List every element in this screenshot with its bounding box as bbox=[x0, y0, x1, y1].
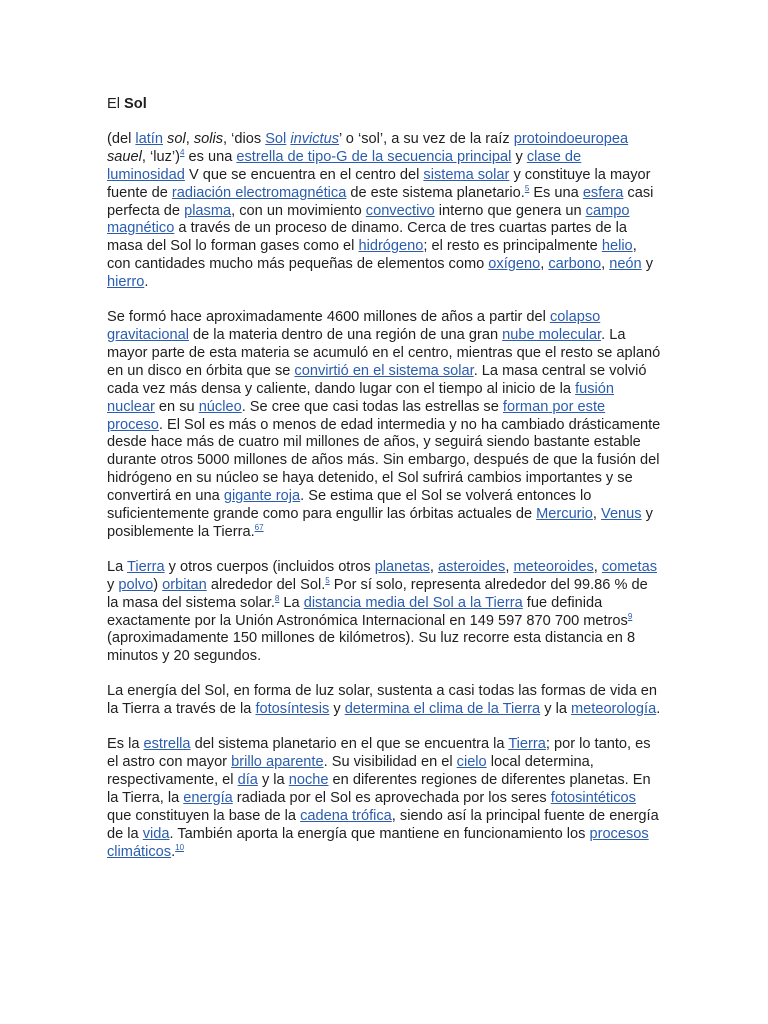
text-run: . El Sol es más o menos de edad intermedia y no ha cambiado drásticamente desde hace más de cuatro mil millones de años, y seguirá siendo bastante estable durante otros 5000 millones de años más. Sin embargo, después de que la fusión del hidrógeno en su núcleo se haya detenido, el Sol sufrirá cambios importantes y se convertirá en una bbox=[107, 416, 661, 505]
link-noche[interactable]: noche bbox=[288, 771, 329, 788]
text-run: . La mayor parte de esta materia se acumuló en el centro, mientras que el resto se aplanó en un disco en órbita que se bbox=[107, 326, 661, 379]
text-run: La bbox=[107, 558, 128, 575]
text-run: , bbox=[185, 130, 194, 147]
link-asteroides[interactable]: asteroides bbox=[437, 558, 506, 575]
reference-link-5[interactable]: 5 bbox=[325, 575, 330, 585]
text-run: y bbox=[511, 148, 527, 165]
text-run: . Su visibilidad en el bbox=[323, 754, 457, 770]
reference-sup bbox=[255, 523, 264, 532]
paragraph-intro bbox=[107, 131, 663, 292]
link-radiacion-electromagnetica[interactable]: radiación electromagnética bbox=[171, 184, 347, 201]
paragraph-star bbox=[107, 736, 663, 861]
link-hierro[interactable]: hierro bbox=[107, 274, 145, 291]
text-run: (aproximadamente 150 millones de kilómetros). Su luz recorre esta distancia en 8 minutos y 20 segundos. bbox=[107, 630, 636, 665]
text-run: . También aporta la energía que mantiene en funcionamiento los bbox=[169, 825, 590, 842]
text-run: , bbox=[540, 256, 549, 273]
text-run: V que se encuentra en el centro del bbox=[184, 166, 424, 183]
link-determina-el-clima-de-la-tierra[interactable]: determina el clima de la Tierra bbox=[344, 701, 541, 718]
link-cadena-trofica[interactable]: cadena trófica bbox=[300, 807, 392, 824]
italic-term: solis bbox=[193, 130, 224, 147]
text-run: de este sistema planetario. bbox=[346, 184, 525, 201]
link-carbono[interactable]: carbono bbox=[548, 256, 602, 273]
text-run: . bbox=[144, 274, 149, 291]
link-latin[interactable]: latín bbox=[135, 130, 163, 147]
text-run: ’ o ‘sol’, a su vez de la raíz bbox=[339, 130, 514, 147]
text-run: y bbox=[107, 576, 119, 593]
link-hidrogeno[interactable]: hidrógeno bbox=[358, 238, 424, 255]
text-run: a través de un proceso de dinamo. Cerca de tres cuartas partes de la masa del Sol lo forman gases como el bbox=[107, 220, 627, 255]
link-gigante-roja[interactable]: gigante roja bbox=[223, 488, 301, 505]
text-run: que constituyen la base de la bbox=[107, 807, 301, 824]
text-run: , bbox=[592, 506, 602, 523]
link-fotosintesis[interactable]: fotosíntesis bbox=[255, 701, 330, 718]
text-run: interno que genera un bbox=[434, 202, 586, 219]
text-run: . bbox=[171, 843, 176, 860]
text-run: , con cantidades mucho más pequeñas de elementos como bbox=[107, 238, 637, 273]
text-run: y otros cuerpos (incluidos otros bbox=[164, 558, 375, 575]
text-run: en diferentes regiones de diferentes planetas. En la Tierra, la bbox=[107, 771, 651, 806]
text-run: ; el resto es principalmente bbox=[423, 238, 602, 255]
text-run: . La masa central se volvió cada vez más densa y caliente, dando lugar con el tiempo al inicio de la bbox=[107, 362, 647, 397]
reference-link-67[interactable]: 67 bbox=[254, 523, 264, 533]
text-run: y constituye la mayor fuente de bbox=[107, 166, 651, 201]
link-sistema-solar[interactable]: sistema solar bbox=[423, 166, 510, 183]
link-clase-de-luminosidad[interactable]: clase de luminosidad bbox=[107, 148, 582, 183]
link-invictus[interactable]: invictus bbox=[290, 130, 340, 147]
text-run: Por sí solo, representa alrededor del 99.86 % de la masa del sistema solar. bbox=[107, 576, 648, 611]
text-run: La bbox=[279, 594, 304, 611]
text-run: ) bbox=[153, 576, 163, 593]
link-nube-molecular[interactable]: nube molecular bbox=[502, 326, 602, 343]
link-nucleo[interactable]: núcleo bbox=[198, 398, 242, 415]
link-plasma[interactable]: plasma bbox=[184, 202, 232, 219]
link-oxigeno[interactable]: oxígeno bbox=[488, 256, 541, 273]
link-venus[interactable]: Venus bbox=[601, 506, 642, 523]
link-distancia-media-del-sol-a-la-tierra[interactable]: distancia media del Sol a la Tierra bbox=[303, 594, 523, 611]
link-fusion-nuclear[interactable]: fusión nuclear bbox=[107, 380, 615, 415]
reference-link-5[interactable]: 5 bbox=[524, 183, 530, 193]
link-brillo-aparente[interactable]: brillo aparente bbox=[231, 754, 324, 770]
text-run: , bbox=[505, 558, 514, 575]
text-run: y posiblemente la Tierra. bbox=[107, 506, 653, 540]
link-energia[interactable]: energía bbox=[183, 789, 233, 806]
text-run: , ‘luz’) bbox=[141, 148, 180, 165]
title-bold: Sol bbox=[124, 96, 147, 112]
text-run: es una bbox=[184, 148, 237, 165]
text-run: local determina, respectivamente, el bbox=[107, 754, 594, 788]
link-polvo[interactable]: polvo bbox=[118, 576, 154, 593]
text-run: , con un movimiento bbox=[231, 202, 366, 219]
reference-sup bbox=[175, 843, 184, 852]
link-orbitan[interactable]: orbitan bbox=[162, 576, 207, 593]
text-run: y la bbox=[257, 771, 289, 788]
link-tierra[interactable]: Tierra bbox=[127, 558, 165, 575]
link-cometas[interactable]: cometas bbox=[601, 558, 658, 575]
text-run: Es la bbox=[107, 736, 144, 753]
title-prefix: El bbox=[107, 96, 120, 112]
text-run: (del bbox=[107, 130, 136, 147]
text-run: , bbox=[601, 256, 610, 273]
text-run: y bbox=[329, 701, 345, 718]
link-mercurio[interactable]: Mercurio bbox=[536, 506, 593, 523]
text-run: , bbox=[429, 558, 438, 575]
article-title bbox=[107, 96, 663, 114]
text-run: alrededor del Sol. bbox=[206, 576, 326, 593]
link-colapso-gravitacional[interactable]: colapso gravitacional bbox=[107, 309, 601, 343]
paragraph-energy bbox=[107, 683, 663, 719]
text-run: del sistema planetario en el que se encuentra la bbox=[190, 736, 509, 753]
link-meteorologia[interactable]: meteorología bbox=[571, 701, 657, 718]
link-procesos-climaticos[interactable]: procesos climáticos bbox=[107, 825, 649, 860]
paragraph-orbit bbox=[107, 559, 663, 666]
reference-link-8[interactable]: 8 bbox=[274, 593, 280, 603]
text-run: Es una bbox=[529, 184, 583, 201]
link-convectivo[interactable]: convectivo bbox=[365, 202, 435, 219]
text-run: . Se cree que casi todas las estrellas se bbox=[241, 398, 503, 415]
paragraph-formation bbox=[107, 309, 663, 542]
text-run: fue definida exactamente por la Unión Astronómica Internacional en 149 597 870 700 metros bbox=[107, 594, 628, 629]
link-convirtio-en-el-sistema-solar[interactable]: convirtió en el sistema solar bbox=[294, 362, 474, 379]
text-run: La energía del Sol, en forma de luz solar, sustenta a casi todas las formas de vida en la Tierra a través de la bbox=[107, 683, 658, 718]
text-run: ; por lo tanto, es el astro con mayor bbox=[107, 736, 651, 770]
link-planetas[interactable]: planetas bbox=[374, 558, 430, 575]
link-dia[interactable]: día bbox=[237, 771, 258, 788]
text-run: Se formó hace aproximadamente 4600 millones de años a partir del bbox=[107, 309, 550, 326]
text-run: casi perfecta de bbox=[107, 184, 654, 219]
link-estrella-de-tipo-g-de-la-secuencia-principal[interactable]: estrella de tipo-G de la secuencia principal bbox=[236, 148, 512, 165]
link-protoindoeuropea[interactable]: protoindoeuropea bbox=[513, 130, 629, 147]
text-run: radiada por el Sol es aprovechada por los seres bbox=[232, 789, 551, 806]
link-vida[interactable]: vida bbox=[142, 825, 170, 842]
link-campo-magnetico[interactable]: campo magnético bbox=[107, 202, 630, 237]
link-tierra[interactable]: Tierra bbox=[508, 736, 546, 753]
reference-link-10[interactable]: 10 bbox=[175, 842, 185, 852]
text-run: , bbox=[593, 558, 602, 575]
article bbox=[107, 96, 663, 878]
link-helio[interactable]: helio bbox=[601, 238, 633, 255]
text-run: y la bbox=[540, 701, 571, 718]
link-cielo[interactable]: cielo bbox=[456, 754, 487, 770]
italic-term: sauel bbox=[107, 148, 142, 165]
link-esfera[interactable]: esfera bbox=[582, 184, 624, 201]
italic-term: sol bbox=[167, 130, 186, 147]
link-sol[interactable]: Sol bbox=[265, 130, 287, 147]
text-run: . bbox=[656, 701, 661, 718]
reference-link-9[interactable]: 9 bbox=[627, 611, 633, 621]
text-run: . Se estima que el Sol se volverá entonces lo suficientemente grande como para engullir las órbitas actuales de bbox=[107, 488, 592, 523]
text-run: , ‘dios bbox=[223, 130, 266, 147]
link-forman-por-este-proceso[interactable]: forman por este proceso bbox=[107, 398, 606, 433]
text-run: , siendo así la principal fuente de energía de la bbox=[107, 807, 659, 842]
link-meteoroides[interactable]: meteoroides bbox=[513, 558, 594, 575]
reference-link-4[interactable]: 4 bbox=[180, 147, 185, 157]
link-neon[interactable]: neón bbox=[609, 256, 642, 273]
link-estrella[interactable]: estrella bbox=[143, 736, 191, 753]
link-fotosinteticos[interactable]: fotosintéticos bbox=[550, 789, 636, 806]
text-run: y bbox=[641, 256, 654, 273]
reference-sup bbox=[628, 612, 632, 621]
text-run: en su bbox=[154, 398, 199, 415]
text-run: de la materia dentro de una región de una gran bbox=[188, 326, 503, 343]
